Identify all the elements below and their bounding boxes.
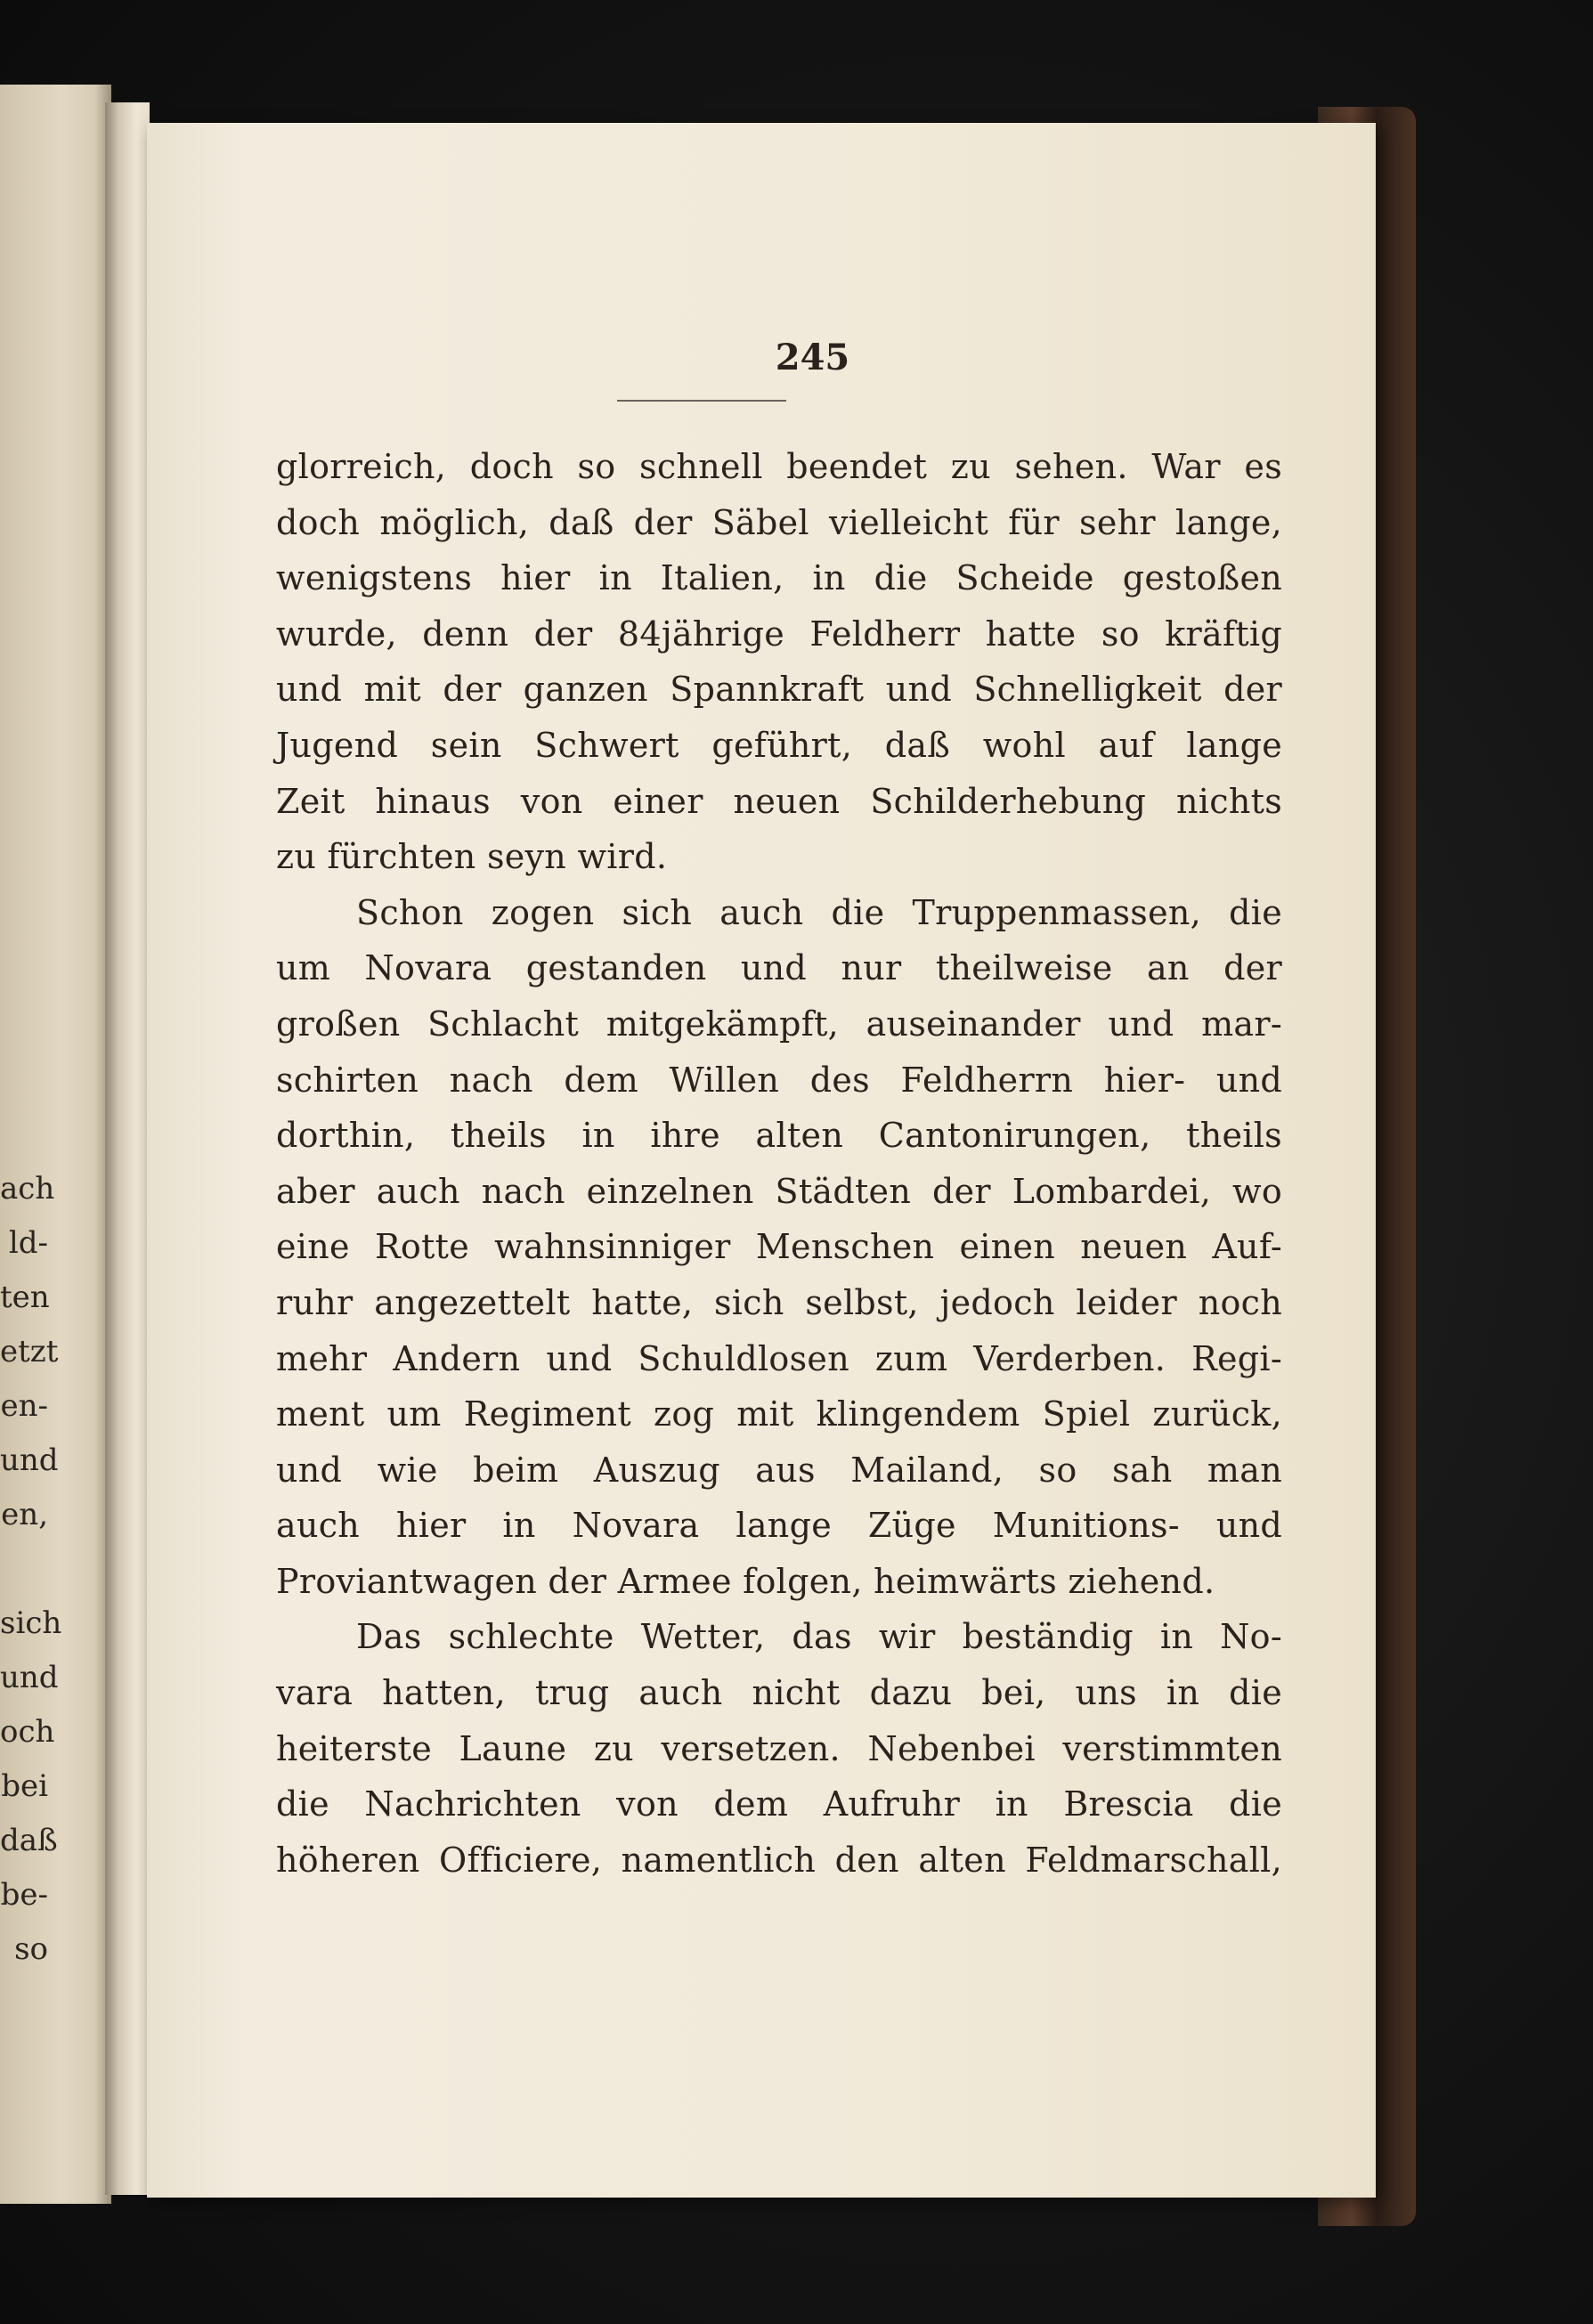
text-line: großen Schlacht mitgekämpft, auseinander und mar-	[276, 1004, 1282, 1044]
left-fragment: sich	[0, 1605, 62, 1641]
text-line: Zeit hinaus von einer neuen Schilderhebung nichts	[276, 781, 1282, 821]
text-line: ment um Regiment zog mit klingendem Spiel zurück,	[276, 1394, 1282, 1434]
header-rule	[617, 400, 786, 402]
left-fragment: ten	[0, 1280, 50, 1315]
text-line: höheren Officiere, namentlich den alten Feldmarschall,	[276, 1840, 1282, 1880]
text-line: vara hatten, trug auch nicht dazu bei, uns in die	[276, 1673, 1282, 1713]
left-fragment: en-	[0, 1388, 48, 1424]
text-line: Proviantwagen der Armee folgen, heimwärts ziehend.	[276, 1561, 1215, 1601]
text-line: und mit der ganzen Spannkraft und Schnelligkeit der	[276, 670, 1282, 710]
text-line: schirten nach dem Willen des Feldherrn hier- und	[276, 1060, 1282, 1100]
left-fragment: so	[14, 1931, 48, 1967]
text-line: wurde, denn der 84jährige Feldherr hatte so kräftig	[276, 614, 1282, 654]
text-line: und wie beim Auszug aus Mailand, so sah man	[276, 1450, 1282, 1490]
text-line: wenigstens hier in Italien, in die Scheide gestoßen	[276, 558, 1282, 598]
text-line: heiterste Laune zu versetzen. Nebenbei verstimmten	[276, 1728, 1282, 1768]
text-line: Schon zogen sich auch die Truppenmassen, die	[356, 892, 1282, 932]
page-number-text: 245	[775, 337, 850, 378]
text-line: eine Rotte wahnsinniger Menschen einen neuen Auf-	[276, 1227, 1282, 1267]
text-line: dorthin, theils in ihre alten Cantonirungen, theils	[276, 1116, 1282, 1156]
text-line: um Novara gestanden und nur theilweise an der	[276, 948, 1282, 988]
left-fragment: etzt	[0, 1334, 59, 1369]
book-page	[147, 123, 1376, 2198]
text-line: zu fürchten seyn wird.	[276, 837, 668, 877]
left-fragment: och	[0, 1714, 55, 1750]
left-fragment: ld-	[8, 1225, 48, 1261]
text-line: die Nachrichten von dem Aufruhr in Brescia die	[276, 1784, 1282, 1824]
previous-page-text-fragments	[0, 1162, 62, 1977]
left-fragment: ach	[0, 1171, 55, 1207]
text-line: Jugend sein Schwert geführt, daß wohl auf lange	[276, 725, 1282, 765]
left-fragment: und	[0, 1660, 59, 1695]
left-fragment: bei	[1, 1768, 48, 1804]
book-gutter	[105, 102, 150, 2195]
text-line: auch hier in Novara lange Züge Munitions- und	[276, 1506, 1282, 1546]
left-fragment: en,	[1, 1497, 48, 1532]
text-line: ruhr angezettelt hatte, sich selbst, jedoch leider noch	[276, 1282, 1282, 1322]
left-fragment	[0, 1542, 53, 1597]
text-line: doch möglich, daß der Säbel vielleicht für sehr lange,	[276, 502, 1282, 542]
left-fragment: be-	[0, 1877, 48, 1913]
page-number	[147, 337, 1238, 378]
left-fragment: und	[0, 1442, 59, 1478]
body-text	[276, 439, 1282, 1888]
text-line: glorreich, doch so schnell beendet zu sehen. War es	[276, 447, 1282, 486]
left-fragment: daß	[0, 1823, 58, 1858]
previous-page	[0, 85, 111, 2204]
text-line: aber auch nach einzelnen Städten der Lombardei, wo	[276, 1171, 1282, 1211]
text-line: Das schlechte Wetter, das wir beständig in No-	[356, 1617, 1282, 1657]
text-line: mehr Andern und Schuldlosen zum Verderben. Regi-	[276, 1338, 1282, 1378]
